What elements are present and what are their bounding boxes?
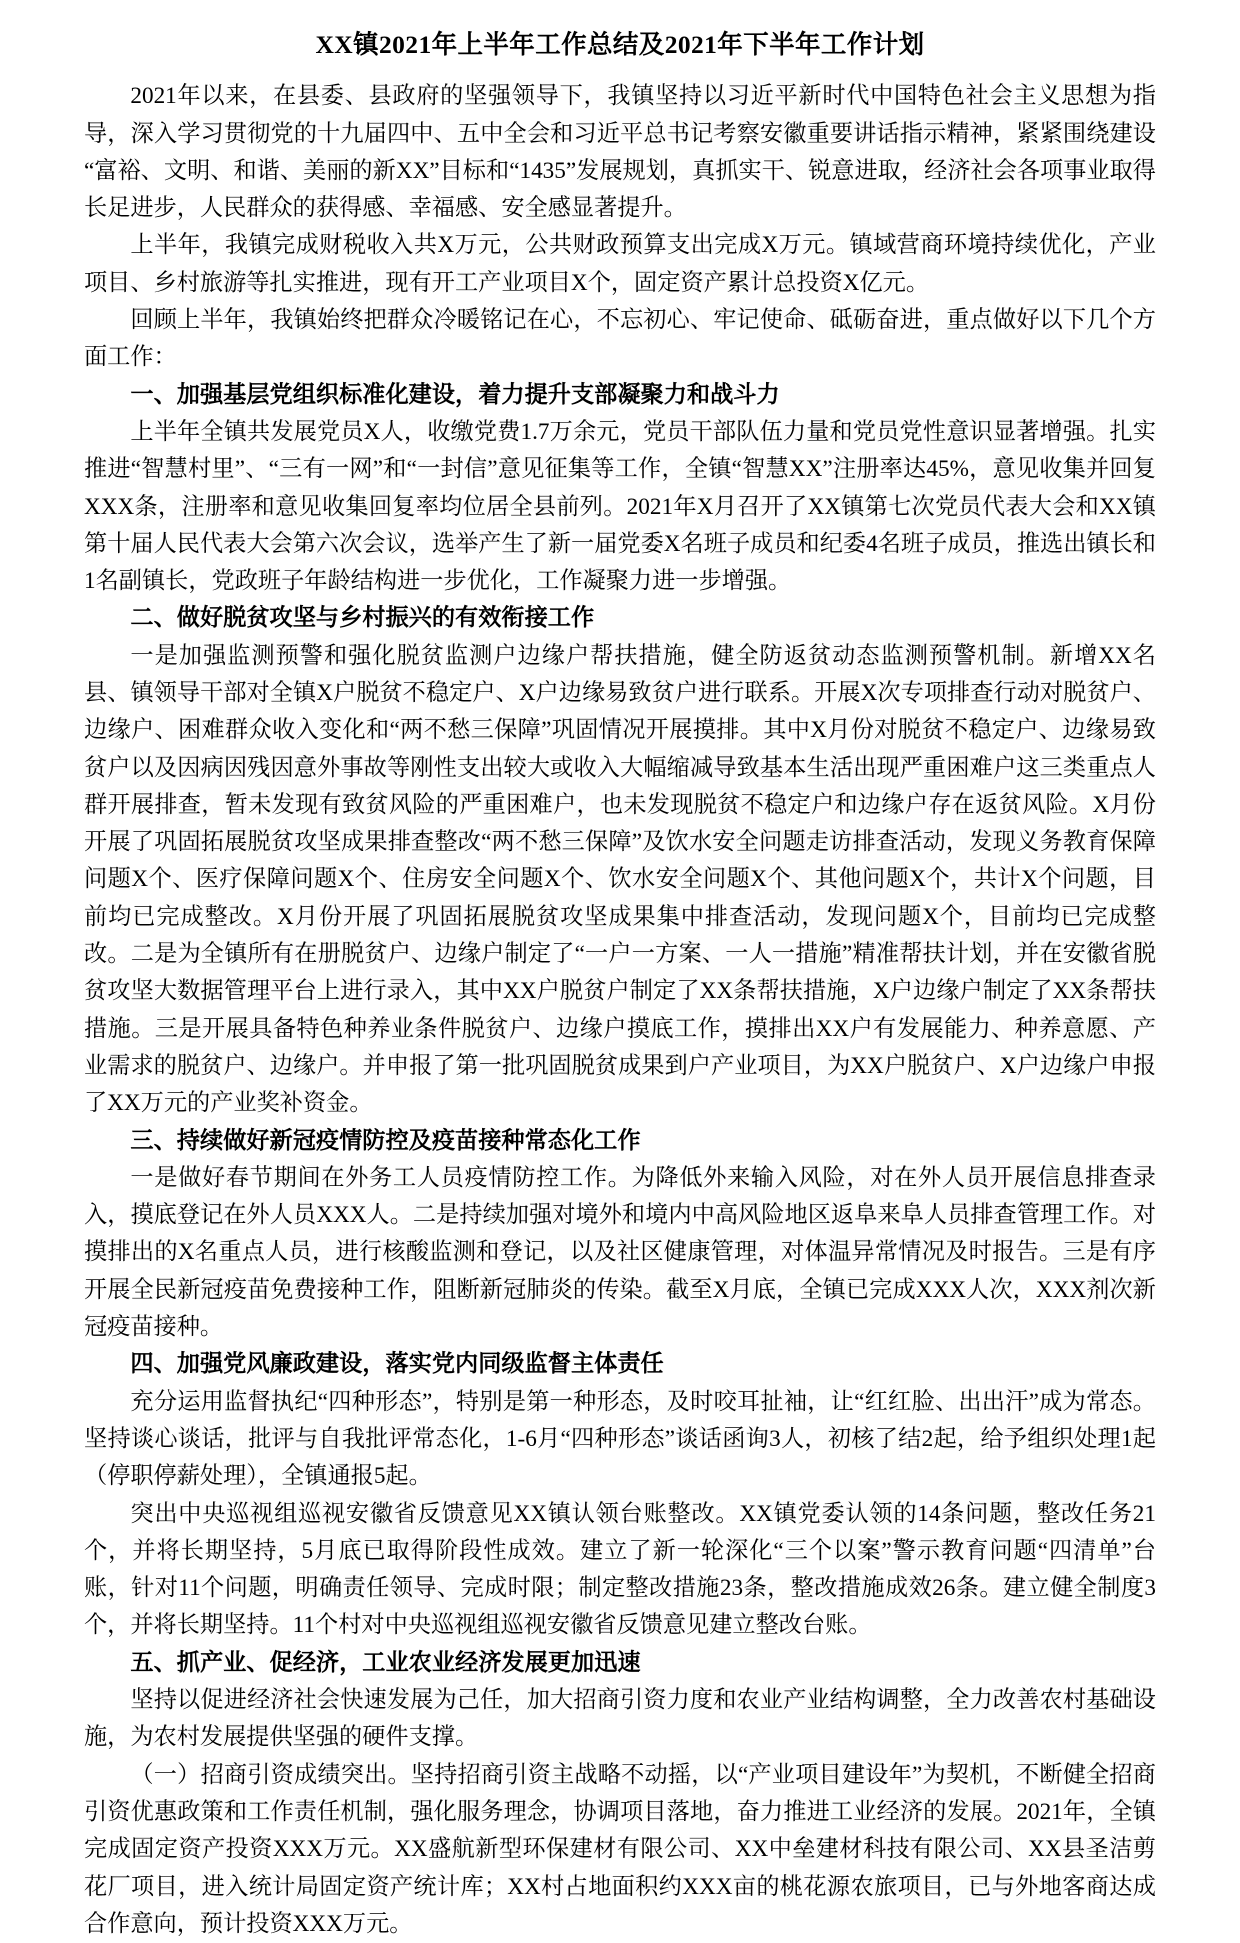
section-heading-1: 一、加强基层党组织标准化建设，着力提升支部凝聚力和战斗力 — [130, 381, 780, 408]
section-5-paragraph-1: 坚持以促进经济社会快速发展为己任，加大招商引资力度和农业产业结构调整，全力改善农村基础设施，为农村发展提供坚强的硬件支撑。 — [84, 1687, 1156, 1751]
section-4-paragraph-2: 突出中央巡视组巡视安徽省反馈意见XX镇认领台账整改。XX镇党委认领的14条问题，整改任务21个，并将长期坚持，5月底已取得阶段性成效。建立了新一轮深化“三个以案”警示教育问题“四清单”台账，针对11个问题，明确责任领导、完成时限；制定整改措施23条，整改措施成效26条。建立健全制度3个，并将长期坚持。11个村对中央巡视组巡视安徽省反馈意见建立整改台账。 — [84, 1500, 1156, 1639]
page-title: XX镇2021年上半年工作总结及2021年下半年工作计划 — [315, 30, 925, 59]
section-heading-4: 四、加强党风廉政建设，落实党内同级监督主体责任 — [130, 1351, 664, 1378]
section-2-paragraph-1: 一是加强监测预警和强化脱贫监测户边缘户帮扶措施，健全防返贫动态监测预警机制。新增XX名县、镇领导干部对全镇X户脱贫不稳定户、X户边缘易致贫户进行联系。开展X次专项排查行动对脱贫户、边缘户、困难群众收入变化和“两不愁三保障”巩固情况开展摸排。其中X月份对脱贫不稳定户、边缘易致贫户以及因病因残因意外事故等刚性支出较大或收入大幅缩减导致基本生活出现严重困难户这三类重点人群开展排查，暂未发现有致贫风险的严重困难户，也未发现脱贫不稳定户和边缘户存在返贫风险。X月份开展了巩固拓展脱贫攻坚成果排查整改“两不愁三保障”及饮水安全问题走访排查活动，发现义务教育保障问题X个、医疗保障问题X个、住房安全问题X个、饮水安全问题X个、其他问题X个，共计X个问题，目前均已完成整改。X月份开展了巩固拓展脱贫攻坚成果集中排查活动，发现问题X个，目前均已完成整改。二是为全镇所有在册脱贫户、边缘户制定了“一户一方案、一人一措施”精准帮扶计划，并在安徽省脱贫攻坚大数据管理平台上进行录入，其中XX户脱贫户制定了XX条帮扶措施，X户边缘户制定了XX条帮扶措施。三是开展具备特色种养业条件脱贫户、边缘户摸底工作，摸排出XX户有发展能力、种养意愿、产业需求的脱贫户、边缘户。并申报了第一批巩固脱贫成果到户产业项目，为XX户脱贫户、X户边缘户申报了XX万元的产业奖补资金。 — [84, 642, 1156, 1117]
section-heading-2: 二、做好脱贫攻坚与乡村振兴的有效衔接工作 — [130, 605, 595, 632]
section-1-paragraph-1: 上半年全镇共发展党员X人，收缴党费1.7万余元，党员干部队伍力量和党员党性意识显著增强。扎实推进“智慧村里”、“三有一网”和“一封信”意见征集等工作，全镇“智慧XX”注册率达45%，意见收集并回复XXX条，注册率和意见收集回复率均位居全县前列。2021年X月召开了XX镇第七次党员代表大会和XX镇第十届人民代表大会第六次会议，选举产生了新一届党委X名班子成员和纪委4名班子成员，推选出镇长和1名副镇长，党政班子年龄结构进一步优化，工作凝聚力进一步增强。 — [84, 418, 1156, 595]
section-heading-5: 五、抓产业、促经济，工业农业经济发展更加迅速 — [130, 1649, 641, 1676]
section-3-paragraph-1: 一是做好春节期间在外务工人员疫情防控工作。为降低外来输入风险，对在外人员开展信息排查录入，摸底登记在外人员XXX人。二是持续加强对境外和境内中高风险地区返阜来阜人员排查管理工作。对摸排出的X名重点人员，进行核酸监测和登记，以及社区健康管理，对体温异常情况及时报告。三是有序开展全民新冠疫苗免费接种工作，阻断新冠肺炎的传染。截至X月底，全镇已完成XXX人次，XXX剂次新冠疫苗接种。 — [84, 1164, 1156, 1341]
intro-paragraph-2: 上半年，我镇完成财税收入共X万元，公共财政预算支出完成X万元。镇域营商环境持续优化，产业项目、乡村旅游等扎实推进，现有开工产业项目X个，固定资产累计总投资X亿元。 — [84, 232, 1156, 296]
section-5-paragraph-2: （一）招商引资成绩突出。坚持招商引资主战略不动摇，以“产业项目建设年”为契机，不断健全招商引资优惠政策和工作责任机制，强化服务理念，协调项目落地，奋力推进工业经济的发展。2021年，全镇完成固定资产投资XXX万元。XX盛航新型环保建材有限公司、XX中垒建材科技有限公司、XX县圣洁剪花厂项目，进入统计局固定资产统计库；XX村占地面积约XXX亩的桃花源农旅项目，已与外地客商达成合作意向，预计投资XXX万元。 — [84, 1761, 1156, 1937]
intro-paragraph-1: 2021年以来，在县委、县政府的坚强领导下，我镇坚持以习近平新时代中国特色社会主义思想为指导，深入学习贯彻党的十九届四中、五中全会和习近平总书记考察安徽重要讲话指示精神，紧紧围绕建设“富裕、文明、和谐、美丽的新XX”目标和“1435”发展规划，真抓实干、锐意进取，经济社会各项事业取得长足进步，人民群众的获得感、幸福感、安全感显著提升。 — [84, 83, 1156, 222]
section-4-paragraph-1: 充分运用监督执纪“四种形态”，特别是第一种形态，及时咬耳扯袖，让“红红脸、出出汗”成为常态。坚持谈心谈话，批评与自我批评常态化，1-6月“四种形态”谈话函询3人，初核了结2起，给予组织处理1起（停职停薪处理），全镇通报5起。 — [84, 1388, 1156, 1490]
section-heading-3: 三、持续做好新冠疫情防控及疫苗接种常态化工作 — [130, 1127, 641, 1154]
intro-paragraph-3: 回顾上半年，我镇始终把群众冷暖铭记在心，不忘初心、牢记使命、砥砺奋进，重点做好以下几个方面工作： — [84, 307, 1156, 371]
